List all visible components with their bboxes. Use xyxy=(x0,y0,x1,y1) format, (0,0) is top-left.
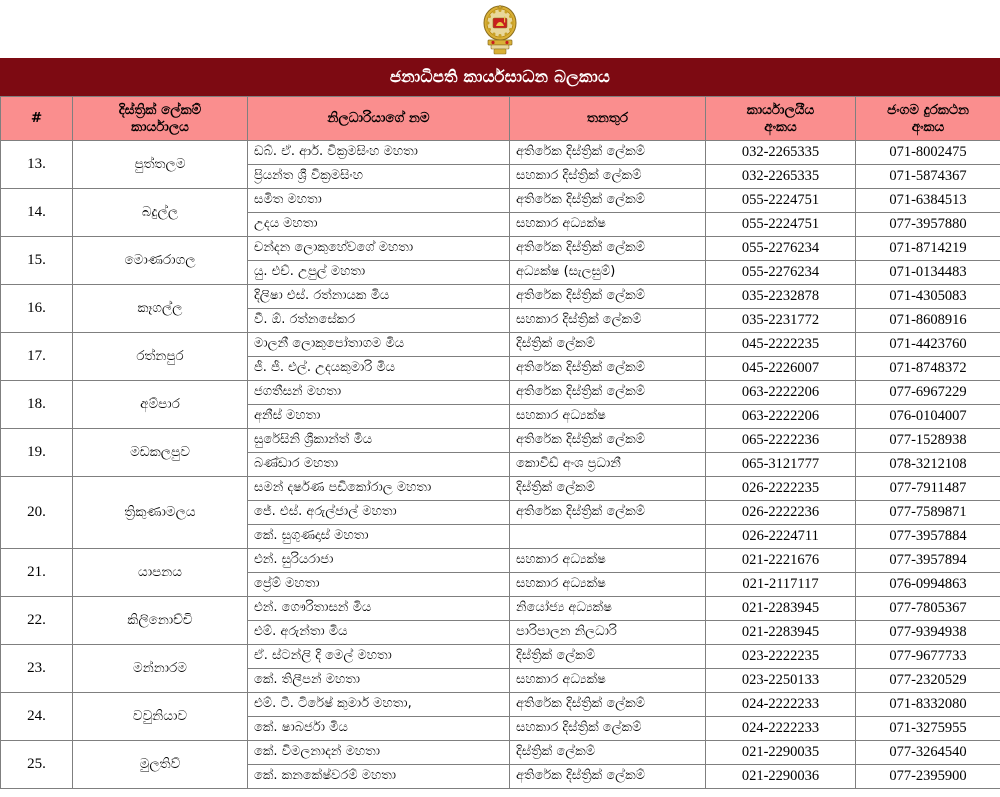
column-header-office-number: කාර්යාලයීය අංකය xyxy=(706,97,856,141)
table-row xyxy=(1,597,1000,621)
row-index-cell: 19. xyxy=(1,429,73,477)
district-office-cell: කිලිනොච්චි xyxy=(73,597,248,645)
officer-name-cell: කේ. විමලනාදන් මහතා xyxy=(248,741,510,765)
designation-cell: අතිරේක දිස්ත්‍රික් ලේකම් xyxy=(510,693,706,717)
office-number-cell: 065-3121777 xyxy=(706,453,856,477)
table-row xyxy=(1,429,1000,453)
officer-name-cell: එම්. අරුන්තා මිය xyxy=(248,621,510,645)
roster-table-container xyxy=(0,96,1000,789)
designation-cell: සහකාර දිස්ත්‍රික් ලේකම් xyxy=(510,165,706,189)
table-row xyxy=(1,285,1000,309)
office-number-cell: 035-2232878 xyxy=(706,285,856,309)
officer-name-cell: මාලනී ලොකුපෝතාගම මිය xyxy=(248,333,510,357)
row-index-cell: 17. xyxy=(1,333,73,381)
designation-cell: අතිරේක දිස්ත්‍රික් ලේකම් xyxy=(510,765,706,789)
officer-name-cell: අනීස් මහතා xyxy=(248,405,510,429)
district-office-cell: මොණරාගල xyxy=(73,237,248,285)
page-title-banner xyxy=(0,58,1000,96)
designation-cell: අතිරේක දිස්ත්‍රික් ලේකම් xyxy=(510,501,706,525)
mobile-number-cell: 071-4423760 xyxy=(856,333,1000,357)
officer-name-cell: උදය මහතා xyxy=(248,213,510,237)
row-index-cell: 25. xyxy=(1,741,73,789)
office-number-cell: 024-2222233 xyxy=(706,717,856,741)
mobile-number-cell: 077-3957880 xyxy=(856,213,1000,237)
table-row xyxy=(1,549,1000,573)
designation-cell: දිස්ත්‍රික් ලේකම් xyxy=(510,645,706,669)
column-header-district-office: දිස්ත්‍රික් ලේකම් කාර්යාලය xyxy=(73,97,248,141)
officer-name-cell: ජේ. එස්. අරුල්ජාල් මහතා xyxy=(248,501,510,525)
district-secretariat-roster-table xyxy=(0,96,1000,789)
officer-name-cell: ජගතීසන් මහතා xyxy=(248,381,510,405)
row-index-cell: 14. xyxy=(1,189,73,237)
officer-name-cell: සමන් දර්ෂණ පඩිකෝරාල මහතා xyxy=(248,477,510,501)
office-number-cell: 055-2276234 xyxy=(706,237,856,261)
office-number-cell: 021-2290035 xyxy=(706,741,856,765)
designation-cell: පාරිපාලන නිලධාරි xyxy=(510,621,706,645)
office-number-cell: 026-2224711 xyxy=(706,525,856,549)
office-number-cell: 021-2221676 xyxy=(706,549,856,573)
officer-name-cell: ඩබ්. ඒ. ආර්. වික්‍රමසිංහ මහතා xyxy=(248,141,510,165)
mobile-number-cell: 071-8748372 xyxy=(856,357,1000,381)
table-header xyxy=(1,97,1000,141)
designation-cell: නියෝජ්‍ය අධ්‍යක්ෂ xyxy=(510,597,706,621)
district-office-cell: වවුනියාව xyxy=(73,693,248,741)
district-office-cell: යාපනය xyxy=(73,549,248,597)
mobile-number-cell: 071-8608916 xyxy=(856,309,1000,333)
mobile-number-cell: 077-2320529 xyxy=(856,669,1000,693)
table-row xyxy=(1,741,1000,765)
office-number-cell: 045-2222235 xyxy=(706,333,856,357)
designation-cell: අධ්‍යක්ෂ (සැලසුම්) xyxy=(510,261,706,285)
officer-name-cell: වී. ඕ. රත්නසේකර xyxy=(248,309,510,333)
office-number-cell: 063-2222206 xyxy=(706,405,856,429)
office-number-cell: 023-2222235 xyxy=(706,645,856,669)
district-office-cell: කෑගල්ල xyxy=(73,285,248,333)
mobile-number-cell: 077-3957884 xyxy=(856,525,1000,549)
district-office-cell: බදුල්ල xyxy=(73,189,248,237)
district-office-cell: මඩකලපුව xyxy=(73,429,248,477)
mobile-number-cell: 077-9677733 xyxy=(856,645,1000,669)
office-number-cell: 021-2117117 xyxy=(706,573,856,597)
designation-cell: අතිරේක දිස්ත්‍රික් ලේකම් xyxy=(510,381,706,405)
mobile-number-cell: 077-7911487 xyxy=(856,477,1000,501)
mobile-number-cell: 076-0994863 xyxy=(856,573,1000,597)
officer-name-cell: ඒ. ස්ටන්ලි දි මෙල් මහතා xyxy=(248,645,510,669)
officer-name-cell: කේ. සුගුණදාස් මහතා xyxy=(248,525,510,549)
mobile-number-cell: 077-9394938 xyxy=(856,621,1000,645)
office-number-cell: 032-2265335 xyxy=(706,141,856,165)
mobile-number-cell: 071-8002475 xyxy=(856,141,1000,165)
table-row xyxy=(1,381,1000,405)
designation-cell: සහකාර අධ්‍යක්ෂ xyxy=(510,549,706,573)
designation-cell: සහකාර අධ්‍යක්ෂ xyxy=(510,669,706,693)
mobile-number-cell: 071-8714219 xyxy=(856,237,1000,261)
mobile-number-cell: 076-0104007 xyxy=(856,405,1000,429)
column-header-designation: තනතුර xyxy=(510,97,706,141)
row-index-cell: 16. xyxy=(1,285,73,333)
district-office-cell: පුත්තලම xyxy=(73,141,248,189)
district-office-cell: මන්නාරම xyxy=(73,645,248,693)
office-number-cell: 023-2250133 xyxy=(706,669,856,693)
mobile-number-cell: 077-3957894 xyxy=(856,549,1000,573)
sri-lanka-national-emblem-icon xyxy=(478,2,522,56)
table-row xyxy=(1,333,1000,357)
emblem-header xyxy=(0,0,1000,58)
district-office-cell: ත්‍රිකුණාමලය xyxy=(73,477,248,549)
designation-cell xyxy=(510,525,706,549)
designation-cell: දිස්ත්‍රික් ලේකම් xyxy=(510,333,706,357)
mobile-number-cell: 071-4305083 xyxy=(856,285,1000,309)
office-number-cell: 021-2283945 xyxy=(706,621,856,645)
mobile-number-cell: 071-0134483 xyxy=(856,261,1000,285)
designation-cell: අතිරේක දිස්ත්‍රික් ලේකම් xyxy=(510,141,706,165)
office-number-cell: 045-2226007 xyxy=(706,357,856,381)
mobile-number-cell: 077-7589871 xyxy=(856,501,1000,525)
district-office-cell: රත්නපුර xyxy=(73,333,248,381)
designation-cell: අතිරේක දිස්ත්‍රික් ලේකම් xyxy=(510,429,706,453)
mobile-number-cell: 077-1528938 xyxy=(856,429,1000,453)
officer-name-cell: එන්. ගෞරිතාසන් මිය xyxy=(248,597,510,621)
row-index-cell: 23. xyxy=(1,645,73,693)
designation-cell: අතිරේක දිස්ත්‍රික් ලේකම් xyxy=(510,237,706,261)
table-row xyxy=(1,693,1000,717)
officer-name-cell: එම්. ටී. ටිරේෂ් කුමාර් මහතා, xyxy=(248,693,510,717)
table-row xyxy=(1,477,1000,501)
row-index-cell: 22. xyxy=(1,597,73,645)
designation-cell: දිස්ත්‍රික් ලේකම් xyxy=(510,741,706,765)
mobile-number-cell: 071-6384513 xyxy=(856,189,1000,213)
office-number-cell: 032-2265335 xyxy=(706,165,856,189)
mobile-number-cell: 071-3275955 xyxy=(856,717,1000,741)
row-index-cell: 18. xyxy=(1,381,73,429)
row-index-cell: 20. xyxy=(1,477,73,549)
officer-name-cell: එන්. සුරියරාජා xyxy=(248,549,510,573)
designation-cell: අතිරේක දිස්ත්‍රික් ලේකම් xyxy=(510,189,706,213)
office-number-cell: 055-2276234 xyxy=(706,261,856,285)
district-office-cell: මුලතිව් xyxy=(73,741,248,789)
office-number-cell: 065-2222236 xyxy=(706,429,856,453)
officer-name-cell: සුරේසිනි ශ්‍රීකාන්ත් මිය xyxy=(248,429,510,453)
designation-cell: කොවිඩ් අංශ ප්‍රධානී xyxy=(510,453,706,477)
row-index-cell: 21. xyxy=(1,549,73,597)
office-number-cell: 055-2224751 xyxy=(706,213,856,237)
officer-name-cell: ප්‍රියන්ත ශ්‍රී වික්‍රමසිංහ xyxy=(248,165,510,189)
table-body xyxy=(1,141,1000,789)
mobile-number-cell: 077-2395900 xyxy=(856,765,1000,789)
table-row xyxy=(1,141,1000,165)
page-title: ජනාධිපති කාර්යසාධන බලකාය xyxy=(389,67,611,86)
officer-name-cell: දිලිෂා එස්. රත්නායක මිය xyxy=(248,285,510,309)
officer-name-cell: ජී. ජී. එල්. උදයකුමාරි මිය xyxy=(248,357,510,381)
officer-name-cell: යු. එච්. උපුල් මහතා xyxy=(248,261,510,285)
officer-name-cell: බණ්ඩාර මහතා xyxy=(248,453,510,477)
designation-cell: සහකාර දිස්ත්‍රික් ලේකම් xyxy=(510,717,706,741)
officer-name-cell: ප්‍රේම් මහතා xyxy=(248,573,510,597)
column-header-index: # xyxy=(1,97,73,141)
officer-name-cell: චන්දන ලොකුහේවගේ මහතා xyxy=(248,237,510,261)
designation-cell: සහකාර දිස්ත්‍රික් ලේකම් xyxy=(510,309,706,333)
column-header-officer-name: නිලධාරියාගේ නම xyxy=(248,97,510,141)
row-index-cell: 15. xyxy=(1,237,73,285)
office-number-cell: 024-2222233 xyxy=(706,693,856,717)
designation-cell: සහකාර අධ්‍යක්ෂ xyxy=(510,405,706,429)
officer-name-cell: කේ. කනකේෂ්වරම් මහතා xyxy=(248,765,510,789)
office-number-cell: 063-2222206 xyxy=(706,381,856,405)
district-office-cell: අම්පාර xyxy=(73,381,248,429)
designation-cell: සහකාර අධ්‍යක්ෂ xyxy=(510,573,706,597)
designation-cell: සහකාර අධ්‍යක්ෂ xyxy=(510,213,706,237)
mobile-number-cell: 071-8332080 xyxy=(856,693,1000,717)
mobile-number-cell: 077-7805367 xyxy=(856,597,1000,621)
mobile-number-cell: 077-6967229 xyxy=(856,381,1000,405)
mobile-number-cell: 078-3212108 xyxy=(856,453,1000,477)
office-number-cell: 055-2224751 xyxy=(706,189,856,213)
designation-cell: දිස්ත්‍රික් ලේකම් xyxy=(510,477,706,501)
office-number-cell: 021-2290036 xyxy=(706,765,856,789)
table-row xyxy=(1,645,1000,669)
designation-cell: අතිරේක දිස්ත්‍රික් ලේකම් xyxy=(510,357,706,381)
officer-name-cell: සමිත මහතා xyxy=(248,189,510,213)
mobile-number-cell: 071-5874367 xyxy=(856,165,1000,189)
officer-name-cell: කේ. ෂාබර්ජා මිය xyxy=(248,717,510,741)
office-number-cell: 021-2283945 xyxy=(706,597,856,621)
table-row xyxy=(1,237,1000,261)
office-number-cell: 026-2222235 xyxy=(706,477,856,501)
row-index-cell: 24. xyxy=(1,693,73,741)
office-number-cell: 035-2231772 xyxy=(706,309,856,333)
row-index-cell: 13. xyxy=(1,141,73,189)
designation-cell: අතිරේක දිස්ත්‍රික් ලේකම් xyxy=(510,285,706,309)
column-header-mobile-number: ජංගම දුරකථන අංකය xyxy=(856,97,1000,141)
header-row xyxy=(1,97,1000,141)
mobile-number-cell: 077-3264540 xyxy=(856,741,1000,765)
table-row xyxy=(1,189,1000,213)
officer-name-cell: කේ. තිලීපන් මහතා xyxy=(248,669,510,693)
office-number-cell: 026-2222236 xyxy=(706,501,856,525)
